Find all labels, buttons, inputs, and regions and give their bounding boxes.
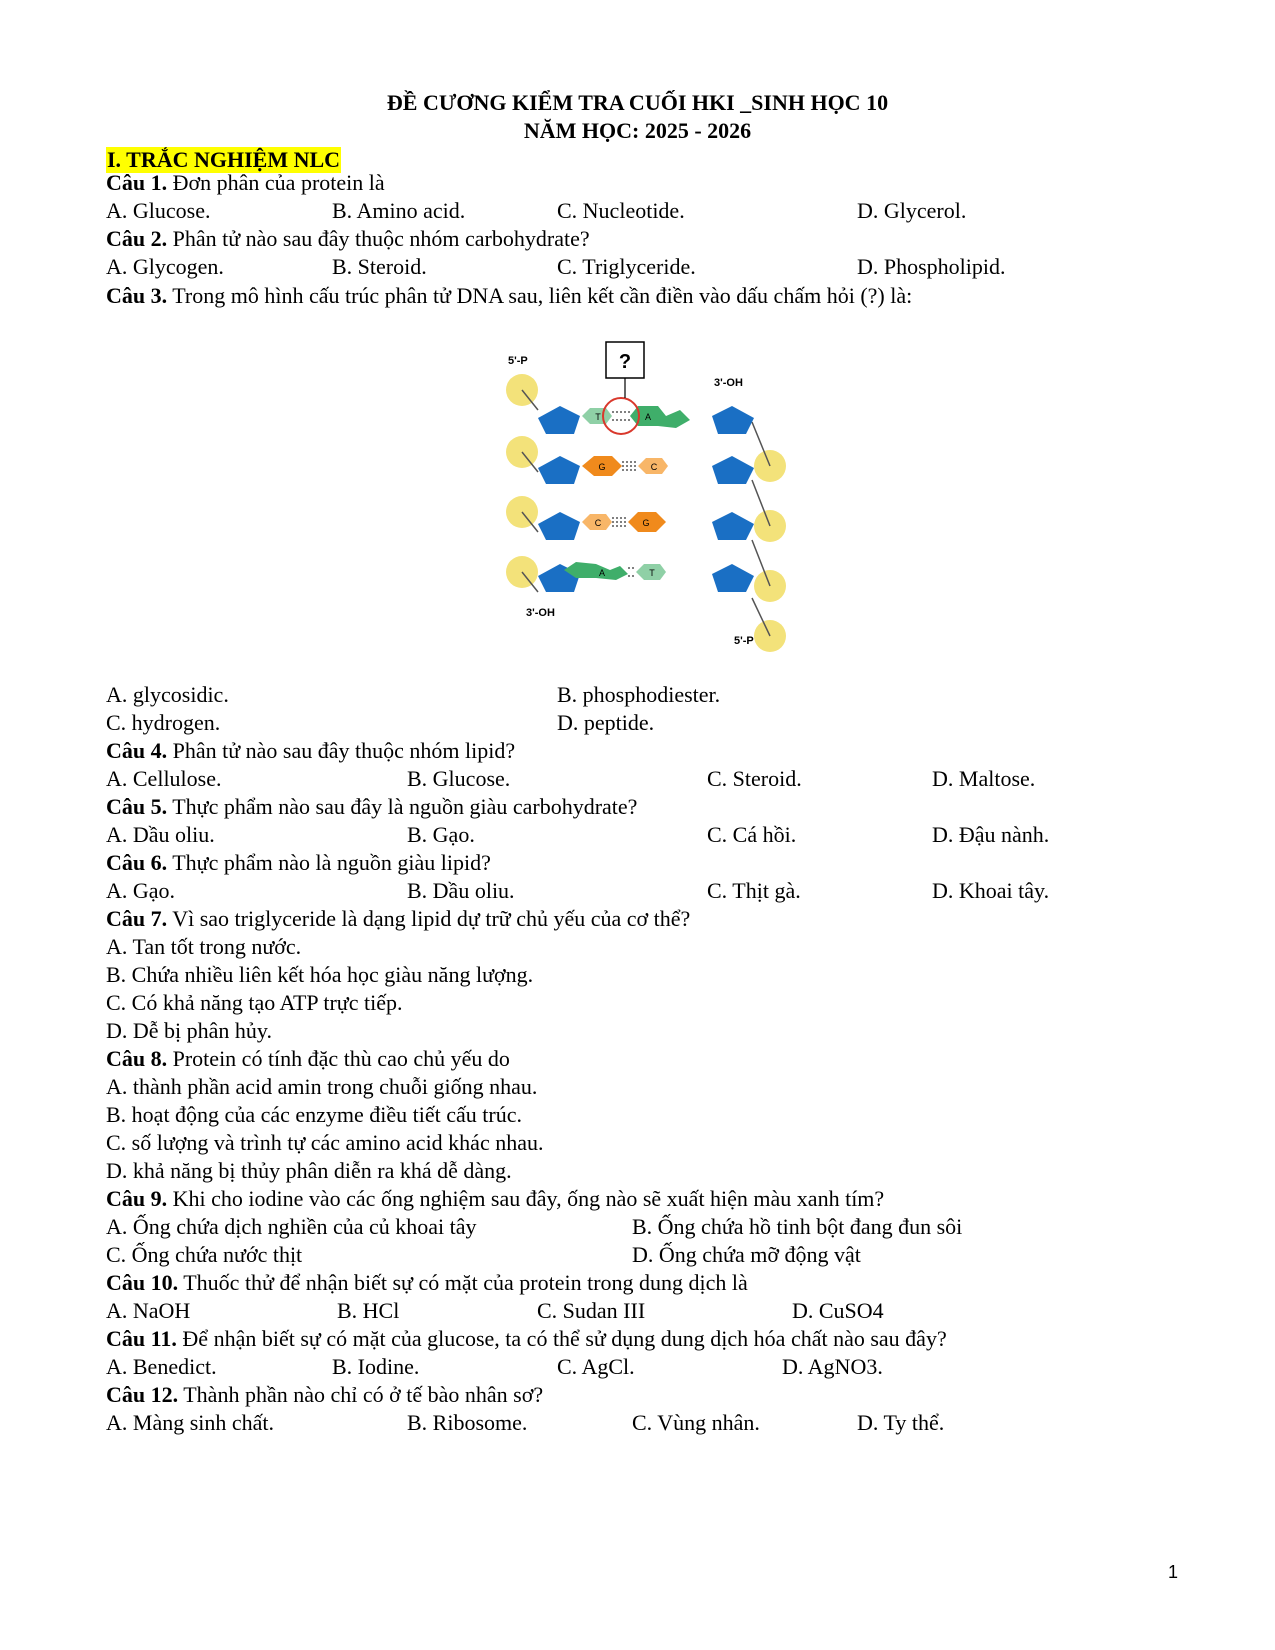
option-c: C. Thịt gà. bbox=[707, 878, 801, 903]
option-c: C. Có khả năng tạo ATP trực tiếp. bbox=[106, 990, 403, 1015]
option-b: B. Ribosome. bbox=[407, 1410, 528, 1435]
label-5p-bottom: 5'-P bbox=[734, 635, 754, 647]
option-d: D. Glycerol. bbox=[857, 198, 967, 223]
question-11: Câu 11. Để nhận biết sự có mặt của glucose, ta có thể sử dụng dung dịch hóa chất nào sau đây? bbox=[106, 1326, 947, 1351]
option-c: C. Triglyceride. bbox=[557, 254, 696, 279]
section-heading: I. TRẮC NGHIỆM NLC bbox=[107, 147, 341, 172]
option-c: C. hydrogen. bbox=[106, 710, 221, 735]
option-d: D. Ty thể. bbox=[857, 1410, 945, 1435]
option-b: B. Dầu oliu. bbox=[407, 878, 515, 903]
option-c: C. Nucleotide. bbox=[557, 198, 685, 223]
question-2: Câu 2. Phân tử nào sau đây thuộc nhóm carbohydrate? bbox=[106, 226, 590, 251]
option-c: C. Sudan III bbox=[537, 1298, 646, 1323]
option-b: B. Glucose. bbox=[407, 766, 511, 791]
option-a: A. Màng sinh chất. bbox=[106, 1410, 275, 1435]
option-b: B. Amino acid. bbox=[332, 198, 466, 223]
page-number: 1 bbox=[1168, 1562, 1179, 1582]
option-a: A. Dầu oliu. bbox=[106, 822, 215, 847]
option-b: B. phosphodiester. bbox=[557, 682, 721, 707]
option-b: B. HCl bbox=[337, 1298, 400, 1323]
base-pair-row-4 bbox=[538, 562, 754, 592]
question-12: Câu 12. Thành phần nào chỉ có ở tế bào nhân sơ? bbox=[106, 1382, 544, 1407]
phosphate-groups-left bbox=[506, 374, 538, 588]
label-5p-top: 5'-P bbox=[508, 355, 528, 367]
option-d: D. Đậu nành. bbox=[932, 822, 1050, 847]
option-b: B. Ống chứa hồ tinh bột đang đun sôi bbox=[632, 1214, 963, 1239]
option-c: C. Steroid. bbox=[707, 766, 802, 791]
question-9: Câu 9. Khi cho iodine vào các ống nghiệm sau đây, ống nào sẽ xuất hiện màu xanh tím? bbox=[106, 1186, 885, 1211]
option-d: D. Maltose. bbox=[932, 766, 1036, 791]
option-c: C. Ống chứa nước thịt bbox=[106, 1242, 303, 1267]
base-pair-row-1 bbox=[538, 398, 754, 434]
option-b: B. Chứa nhiều liên kết hóa học giàu năng lượng. bbox=[106, 962, 534, 987]
svg-text:?: ? bbox=[618, 351, 632, 373]
option-b: B. Iodine. bbox=[332, 1354, 420, 1379]
option-d: D. Ống chứa mỡ động vật bbox=[632, 1242, 861, 1267]
question-10: Câu 10. Thuốc thử để nhận biết sự có mặt của protein trong dung dịch là bbox=[106, 1270, 748, 1295]
svg-text:G: G bbox=[598, 462, 606, 472]
question-1: Câu 1. Đơn phân của protein là bbox=[106, 170, 385, 195]
option-a: A. Cellulose. bbox=[106, 766, 222, 791]
option-b: B. Steroid. bbox=[332, 254, 427, 279]
option-b: B. Gạo. bbox=[407, 822, 475, 847]
option-a: A. Gạo. bbox=[106, 878, 176, 903]
question-7: Câu 7. Vì sao triglyceride là dạng lipid dự trữ chủ yếu của cơ thể? bbox=[106, 906, 691, 931]
dna-structure-diagram bbox=[490, 340, 802, 680]
svg-text:T: T bbox=[649, 568, 655, 578]
option-d: D. Khoai tây. bbox=[932, 878, 1050, 903]
option-c: C. Vùng nhân. bbox=[632, 1410, 760, 1435]
base-pair-row-3 bbox=[538, 512, 754, 540]
question-3: Câu 3. Trong mô hình cấu trúc phân tử DNA sau, liên kết cần điền vào dấu chấm hỏi (?) là: bbox=[106, 283, 913, 308]
svg-text:G: G bbox=[642, 518, 650, 528]
option-a: A. Glycogen. bbox=[106, 254, 224, 279]
base-pair-row-2 bbox=[538, 456, 754, 484]
option-a: A. glycosidic. bbox=[106, 682, 229, 707]
question-6: Câu 6. Thực phẩm nào là nguồn giàu lipid? bbox=[106, 850, 491, 875]
svg-text:C: C bbox=[650, 462, 658, 472]
svg-text:A: A bbox=[598, 568, 606, 578]
option-c: C. Cá hồi. bbox=[707, 822, 797, 847]
option-d: D. khả năng bị thủy phân diễn ra khá dễ dàng. bbox=[106, 1158, 512, 1183]
option-d: D. peptide. bbox=[557, 710, 655, 735]
option-d: D. AgNO3. bbox=[782, 1354, 883, 1379]
option-c: C. AgCl. bbox=[557, 1354, 635, 1379]
option-a: A. Benedict. bbox=[106, 1354, 217, 1379]
option-a: A. Glucose. bbox=[106, 198, 211, 223]
svg-text:C: C bbox=[594, 518, 602, 528]
question-4: Câu 4. Phân tử nào sau đây thuộc nhóm lipid? bbox=[106, 738, 516, 763]
document-title: ĐỀ CƯƠNG KIỂM TRA CUỐI HKI _SINH HỌC 10 bbox=[386, 90, 889, 115]
svg-text:T: T bbox=[595, 412, 601, 422]
option-d: D. Phospholipid. bbox=[857, 254, 1006, 279]
option-d: D. CuSO4 bbox=[792, 1298, 884, 1323]
phosphate-groups-right bbox=[754, 450, 786, 652]
label-3oh-top: 3'-OH bbox=[714, 377, 743, 389]
option-d: D. Dễ bị phân hủy. bbox=[106, 1018, 272, 1043]
option-a: A. Ống chứa dịch nghiền của củ khoai tây bbox=[106, 1214, 477, 1239]
option-a: A. thành phần acid amin trong chuỗi giống nhau. bbox=[106, 1074, 538, 1099]
label-3oh-bottom: 3'-OH bbox=[526, 607, 555, 619]
option-a: A. Tan tốt trong nước. bbox=[106, 934, 302, 959]
svg-text:A: A bbox=[644, 412, 652, 422]
option-a: A. NaOH bbox=[106, 1298, 191, 1323]
option-b: B. hoạt động của các enzyme điều tiết cấu trúc. bbox=[106, 1102, 522, 1127]
option-c: C. số lượng và trình tự các amino acid khác nhau. bbox=[106, 1130, 544, 1155]
question-5: Câu 5. Thực phẩm nào sau đây là nguồn giàu carbohydrate? bbox=[106, 794, 638, 819]
school-year: NĂM HỌC: 2025 - 2026 bbox=[523, 118, 752, 143]
question-8: Câu 8. Protein có tính đặc thù cao chủ yếu do bbox=[106, 1046, 510, 1071]
